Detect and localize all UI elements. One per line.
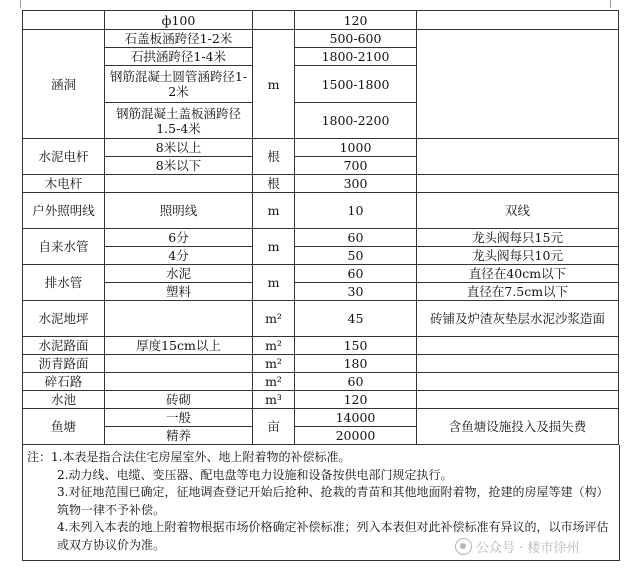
unit-cell	[253, 11, 295, 30]
price-cell: 1800-2100	[295, 48, 417, 66]
item-cell	[105, 373, 253, 391]
unit-cell: m²	[253, 301, 295, 337]
table-row	[23, 355, 619, 373]
category-cell	[23, 11, 105, 30]
category-cell: 木电杆	[23, 175, 105, 193]
category-cell: 沥青路面	[23, 355, 105, 373]
item-cell: 厚度15cm以上	[105, 337, 253, 355]
note-line: 4.未列入本表的地上附着物根据市场价格确定补偿标准；列入本表但对此补偿标准有异议的，以市场评估或双方协议价为准。	[57, 520, 609, 552]
item-cell: 砖砌	[105, 391, 253, 409]
price-cell: 1800-2200	[295, 103, 417, 139]
unit-cell: 根	[253, 175, 295, 193]
page-corner-mark	[610, 0, 619, 8]
price-cell: 300	[295, 175, 417, 193]
note-cell: 直径在7.5cm以下	[417, 283, 619, 301]
category-cell: 水泥地坪	[23, 301, 105, 337]
table-row	[23, 229, 619, 247]
price-cell: 60	[295, 265, 417, 283]
price-cell: 120	[295, 391, 417, 409]
note-line: 3.对征地范围已确定，征地调查登记开始后抢种、抢栽的青苗和其他地面附着物，抢建的房屋等建（构）筑物一律不予补偿。	[57, 485, 609, 517]
note-cell	[417, 11, 619, 30]
table-row	[23, 373, 619, 391]
note-cell	[417, 373, 619, 391]
price-cell: 14000	[295, 409, 417, 427]
table-row	[23, 265, 619, 283]
unit-cell: m	[253, 30, 295, 139]
note-cell: 含鱼塘设施投入及损失费	[417, 409, 619, 445]
note-cell	[417, 175, 619, 193]
price-cell: 700	[295, 157, 417, 175]
category-cell: 涵洞	[23, 30, 105, 139]
table-row	[23, 175, 619, 193]
price-cell: 10	[295, 193, 417, 229]
price-cell: 60	[295, 373, 417, 391]
table-row	[23, 11, 619, 30]
price-cell: 50	[295, 247, 417, 265]
category-cell: 户外照明线	[23, 193, 105, 229]
table-row	[23, 139, 619, 157]
price-cell: 180	[295, 355, 417, 373]
table-row	[23, 193, 619, 229]
category-cell: 水泥电杆	[23, 139, 105, 175]
note-cell: 龙头阀每只10元	[417, 247, 619, 265]
category-cell: 鱼塘	[23, 409, 105, 445]
price-cell: 1000	[295, 139, 417, 157]
item-cell: 照明线	[105, 193, 253, 229]
note-cell: 砖铺及炉渣灰垫层水泥沙浆造面	[417, 301, 619, 337]
watermark	[455, 537, 579, 556]
item-cell: 4分	[105, 247, 253, 265]
category-cell: 自来水管	[23, 229, 105, 265]
item-cell: 水泥	[105, 265, 253, 283]
price-cell: 30	[295, 283, 417, 301]
item-cell	[105, 355, 253, 373]
note-cell	[417, 355, 619, 373]
note-cell	[417, 30, 619, 139]
item-cell: 一般	[105, 409, 253, 427]
unit-cell: m²	[253, 373, 295, 391]
price-cell: 60	[295, 229, 417, 247]
table-row	[23, 337, 619, 355]
item-cell: 石盖板涵跨径1-2米	[105, 30, 253, 48]
item-cell: 8米以上	[105, 139, 253, 157]
note-cell	[417, 139, 619, 175]
item-cell	[105, 175, 253, 193]
item-cell	[105, 301, 253, 337]
item-cell: ф100	[105, 11, 253, 30]
table-row	[23, 301, 619, 337]
compensation-table-page	[22, 10, 618, 561]
price-cell: 45	[295, 301, 417, 337]
note-cell: 双线	[417, 193, 619, 229]
item-cell: 6分	[105, 229, 253, 247]
unit-cell: m	[253, 229, 295, 265]
note-line: 2.动力线、电缆、变压器、配电盘等电力设施和设备按供电部门规定执行。	[57, 467, 453, 482]
watermark-text: 公众号 · 楼市徐州	[476, 541, 580, 556]
item-cell: 精养	[105, 427, 253, 445]
table-row	[23, 283, 619, 301]
price-cell: 1500-1800	[295, 66, 417, 103]
price-cell: 120	[295, 11, 417, 30]
unit-cell: 亩	[253, 409, 295, 445]
note-cell	[417, 337, 619, 355]
price-cell: 20000	[295, 427, 417, 445]
unit-cell: 根	[253, 139, 295, 175]
item-cell: 8米以下	[105, 157, 253, 175]
price-cell: 500-600	[295, 30, 417, 48]
note-line: 注：1.本表是指合法住宅房屋室外、地上附着物的补偿标准。	[27, 450, 351, 464]
table-row	[23, 391, 619, 409]
category-cell: 碎石路	[23, 373, 105, 391]
unit-cell: m	[253, 265, 295, 301]
item-cell: 塑料	[105, 283, 253, 301]
note-cell: 龙头阀每只15元	[417, 229, 619, 247]
item-cell: 钢筋混凝土圆管涵跨径1-2米	[105, 66, 253, 103]
table-row	[23, 30, 619, 48]
table-row	[23, 409, 619, 427]
unit-cell: m²	[253, 337, 295, 355]
note-cell	[417, 391, 619, 409]
category-cell: 排水管	[23, 265, 105, 301]
table-row	[23, 247, 619, 265]
price-cell: 150	[295, 337, 417, 355]
page-corner-mark	[12, 0, 21, 8]
item-cell: 石拱涵跨径1-4米	[105, 48, 253, 66]
item-cell: 钢筋混凝土盖板涵跨径1.5-4米	[105, 103, 253, 139]
unit-cell: m	[253, 193, 295, 229]
category-cell: 水泥路面	[23, 337, 105, 355]
unit-cell: m²	[253, 355, 295, 373]
compensation-table	[22, 10, 619, 445]
wechat-logo-icon	[455, 538, 472, 555]
unit-cell: m³	[253, 391, 295, 409]
category-cell: 水池	[23, 391, 105, 409]
note-cell: 直径在40cm以下	[417, 265, 619, 283]
